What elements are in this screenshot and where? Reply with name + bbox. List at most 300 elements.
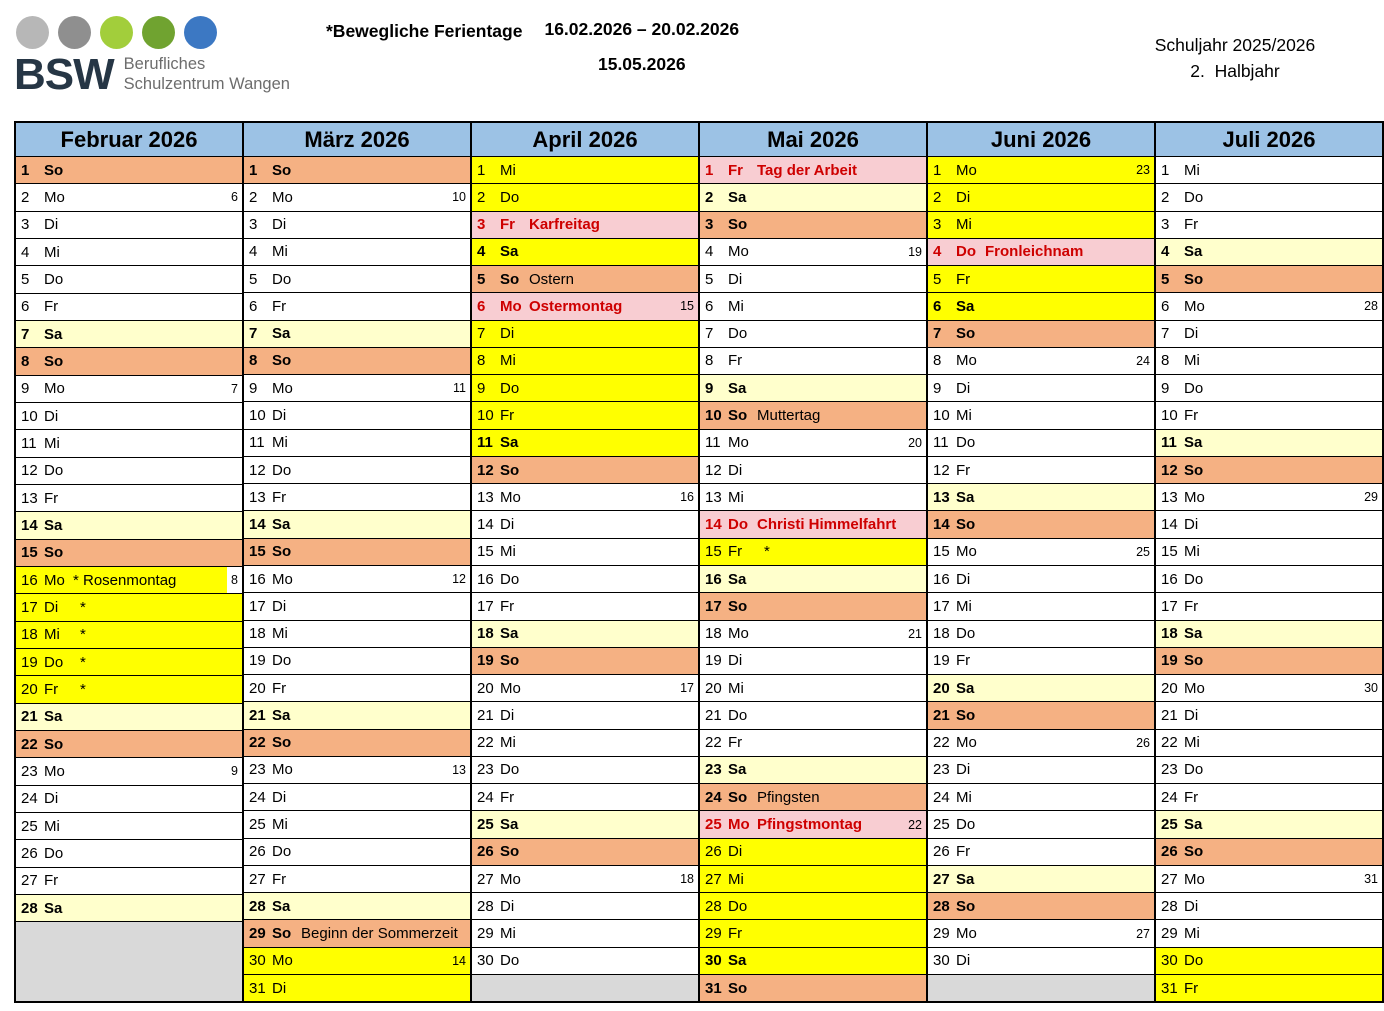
weekday-abbr: Mo — [728, 816, 750, 833]
day-row — [1156, 811, 1382, 838]
day-number: 26 — [477, 843, 494, 861]
day-row — [1156, 375, 1382, 402]
day-number: 4 — [705, 243, 714, 261]
movable-holidays-title — [326, 21, 739, 73]
weekday-abbr: Do — [728, 897, 748, 915]
weekday-abbr: Mo — [956, 734, 977, 752]
week-number: 15 — [680, 299, 694, 314]
day-note: * — [80, 653, 86, 671]
day-number: 29 — [933, 925, 950, 943]
day-row — [16, 649, 242, 676]
weekday-abbr: Fr — [728, 352, 743, 370]
day-note: Pfingsten — [757, 788, 820, 806]
day-row — [700, 457, 926, 484]
day-number: 24 — [249, 788, 266, 806]
weekday-abbr: So — [956, 706, 976, 724]
weekday-abbr: Di — [44, 216, 59, 234]
week-number: 22 — [908, 817, 922, 832]
day-note: Beginn der Sommerzeit — [301, 925, 458, 943]
day-row — [928, 784, 1154, 811]
day-number: 17 — [21, 598, 38, 616]
weekday-abbr: Mi — [500, 352, 516, 370]
day-row — [16, 594, 242, 621]
day-number: 16 — [705, 570, 722, 588]
day-row — [472, 212, 698, 239]
weekday-abbr: So — [272, 161, 292, 179]
day-number: 20 — [477, 679, 494, 697]
day-row — [928, 375, 1154, 402]
weekday-abbr: Mo — [272, 952, 293, 970]
day-row — [928, 457, 1154, 484]
weekday-abbr: Sa — [500, 816, 519, 833]
day-number: 12 — [705, 461, 722, 479]
day-row — [244, 675, 470, 702]
weekday-abbr: Mo — [500, 488, 521, 506]
day-number: 22 — [249, 734, 266, 752]
day-row — [1156, 948, 1382, 975]
day-row — [472, 948, 698, 975]
weekday-abbr: Di — [728, 843, 743, 861]
weekday-abbr: So — [272, 925, 292, 943]
day-row — [244, 621, 470, 648]
day-row — [1156, 730, 1382, 757]
weekday-abbr: So — [1184, 652, 1204, 670]
day-number: 23 — [1161, 761, 1178, 779]
week-number: 17 — [680, 681, 694, 696]
day-row — [472, 648, 698, 675]
day-row — [16, 348, 242, 375]
week-number: 23 — [1136, 163, 1150, 178]
week-number: 29 — [1364, 490, 1378, 505]
day-number: 12 — [249, 461, 266, 479]
day-number: 23 — [477, 761, 494, 779]
weekday-abbr: Do — [956, 243, 976, 261]
weekday-abbr: Mi — [44, 626, 60, 644]
weekday-abbr: Di — [956, 379, 971, 397]
weekday-abbr: Di — [728, 652, 743, 670]
week-number: 28 — [1364, 299, 1378, 314]
day-row — [928, 266, 1154, 293]
weekday-abbr: Mi — [956, 788, 972, 806]
week-number: 11 — [453, 381, 466, 396]
day-number: 15 — [933, 543, 950, 561]
day-number: 3 — [705, 216, 714, 234]
day-row — [928, 675, 1154, 702]
day-row — [16, 321, 242, 348]
day-number: 30 — [705, 952, 722, 970]
week-number: 7 — [231, 381, 238, 396]
weekday-abbr: Mi — [728, 870, 744, 888]
day-number: 13 — [249, 488, 266, 506]
day-number: 15 — [21, 544, 38, 562]
day-row — [472, 293, 698, 320]
day-number: 26 — [249, 843, 266, 861]
weekday-abbr: Mo — [956, 925, 977, 943]
day-note: * — [80, 598, 86, 616]
day-number: 7 — [477, 325, 486, 343]
day-row — [700, 321, 926, 348]
day-row — [928, 539, 1154, 566]
day-row — [700, 702, 926, 729]
weekday-abbr: Sa — [728, 379, 747, 397]
day-number: 25 — [1161, 816, 1178, 833]
weekday-abbr: Mo — [500, 679, 521, 697]
day-row — [700, 293, 926, 320]
week-number: 24 — [1136, 353, 1150, 368]
weekday-abbr: Mo — [728, 243, 749, 261]
day-row — [16, 212, 242, 239]
day-row — [244, 157, 470, 184]
day-row — [1156, 675, 1382, 702]
day-number: 3 — [933, 216, 942, 234]
day-row — [16, 403, 242, 430]
weekday-abbr: Di — [272, 788, 287, 806]
day-row — [472, 239, 698, 266]
weekday-abbr: Mi — [272, 625, 288, 643]
weekday-abbr: Mi — [956, 597, 972, 615]
day-row — [928, 566, 1154, 593]
weekday-abbr: So — [728, 979, 748, 997]
weekday-abbr: So — [956, 325, 976, 343]
weekday-abbr: So — [500, 652, 520, 670]
weekday-abbr: Do — [272, 461, 292, 479]
day-row — [16, 758, 242, 785]
weekday-abbr: Do — [1184, 188, 1204, 206]
day-row — [928, 239, 1154, 266]
page-header — [0, 0, 1384, 118]
day-row — [1156, 457, 1382, 484]
day-number: 12 — [477, 461, 494, 479]
day-number: 25 — [933, 816, 950, 833]
day-number: 5 — [933, 270, 942, 288]
day-row — [928, 621, 1154, 648]
day-row — [700, 212, 926, 239]
day-row — [928, 920, 1154, 947]
week-number: 31 — [1364, 872, 1378, 887]
day-row — [700, 621, 926, 648]
day-number: 12 — [933, 461, 950, 479]
day-row — [16, 266, 242, 293]
day-row — [472, 730, 698, 757]
day-row — [1156, 920, 1382, 947]
weekday-abbr: Do — [728, 325, 748, 343]
weekday-abbr: Sa — [728, 570, 747, 588]
day-row — [16, 458, 242, 485]
weekday-abbr: Mi — [272, 243, 288, 261]
day-row — [472, 811, 698, 838]
day-row — [700, 730, 926, 757]
weekday-abbr: Mi — [1184, 161, 1200, 179]
month-rows — [16, 157, 242, 1001]
weekday-abbr: Mo — [44, 188, 65, 206]
day-number: 7 — [1161, 325, 1170, 343]
weekday-abbr: Fr — [272, 297, 287, 315]
day-note: * — [80, 626, 86, 644]
weekday-abbr: Sa — [728, 952, 747, 970]
day-number: 27 — [249, 870, 266, 888]
day-number: 30 — [1161, 952, 1178, 970]
day-row — [244, 457, 470, 484]
day-row — [244, 975, 470, 1001]
day-number: 20 — [705, 679, 722, 697]
day-number: 14 — [705, 516, 722, 534]
weekday-abbr: Di — [272, 597, 287, 615]
week-number: 19 — [908, 244, 922, 259]
day-row — [1156, 975, 1382, 1001]
weekday-abbr: Do — [272, 843, 292, 861]
day-row — [928, 511, 1154, 538]
weekday-abbr: Di — [956, 570, 971, 588]
week-number: 20 — [908, 435, 922, 450]
weekday-abbr: Mo — [272, 188, 293, 206]
day-row — [700, 784, 926, 811]
weekday-abbr: Do — [44, 462, 64, 480]
day-number: 19 — [21, 653, 38, 671]
weekday-abbr: Fr — [1184, 979, 1199, 997]
day-number: 3 — [249, 216, 258, 234]
week-number: 10 — [452, 190, 466, 205]
day-row — [1156, 893, 1382, 920]
day-row — [1156, 566, 1382, 593]
day-row — [1156, 539, 1382, 566]
weekday-abbr: Mi — [272, 816, 288, 833]
weekday-abbr: Di — [272, 407, 287, 425]
week-number: 13 — [452, 762, 466, 777]
weekday-abbr: Do — [44, 653, 64, 671]
weekday-abbr: Di — [44, 598, 59, 616]
day-number: 16 — [1161, 570, 1178, 588]
weekday-abbr: Sa — [272, 325, 291, 343]
day-number: 11 — [21, 434, 37, 452]
day-row — [1156, 757, 1382, 784]
day-row — [244, 511, 470, 538]
weekday-abbr: Mi — [956, 216, 972, 234]
day-row — [472, 593, 698, 620]
day-row — [1156, 266, 1382, 293]
day-row — [1156, 402, 1382, 429]
day-row — [928, 757, 1154, 784]
weekday-abbr: Do — [728, 706, 748, 724]
day-number: 6 — [21, 298, 30, 316]
weekday-abbr: Di — [1184, 516, 1199, 534]
day-row — [472, 375, 698, 402]
day-number: 24 — [21, 790, 38, 808]
day-number: 6 — [249, 297, 258, 315]
weekday-abbr: Fr — [1184, 788, 1199, 806]
weekday-abbr: Sa — [956, 488, 975, 506]
day-number: 6 — [1161, 297, 1170, 315]
weekday-abbr: Mo — [500, 870, 521, 888]
day-row — [1156, 839, 1382, 866]
day-row — [244, 893, 470, 920]
weekday-abbr: So — [272, 352, 292, 370]
weekday-abbr: Di — [1184, 706, 1199, 724]
day-row — [244, 266, 470, 293]
weekday-abbr: Fr — [728, 734, 743, 752]
day-row — [244, 239, 470, 266]
day-number: 8 — [1161, 352, 1170, 370]
day-row — [244, 702, 470, 729]
weekday-abbr: Mo — [956, 161, 977, 179]
weekday-abbr: Fr — [500, 597, 515, 615]
day-row — [1156, 157, 1382, 184]
weekday-abbr: Mi — [1184, 925, 1200, 943]
day-row — [472, 457, 698, 484]
day-number: 19 — [705, 652, 722, 670]
day-row — [244, 566, 470, 593]
day-row — [700, 593, 926, 620]
day-number: 5 — [21, 270, 30, 288]
day-row — [700, 430, 926, 457]
day-number: 3 — [21, 216, 30, 234]
day-number: 2 — [1161, 188, 1170, 206]
weekday-abbr: Mi — [1184, 543, 1200, 561]
day-row — [700, 648, 926, 675]
weekday-abbr: Fr — [728, 925, 743, 943]
day-number: 4 — [477, 243, 486, 261]
day-number: 3 — [1161, 216, 1170, 234]
day-number: 24 — [933, 788, 950, 806]
weekday-abbr: Fr — [500, 407, 515, 425]
day-row — [1156, 293, 1382, 320]
day-row — [244, 321, 470, 348]
day-number: 7 — [21, 325, 30, 343]
week-number: 6 — [231, 190, 238, 205]
day-number: 2 — [21, 188, 30, 206]
day-row — [472, 866, 698, 893]
weekday-abbr: So — [272, 543, 292, 561]
day-number: 21 — [933, 706, 950, 724]
weekday-abbr: Sa — [44, 899, 63, 917]
day-row — [244, 648, 470, 675]
day-number: 7 — [705, 325, 714, 343]
day-number: 24 — [1161, 788, 1178, 806]
day-row — [244, 348, 470, 375]
day-number: 11 — [477, 434, 493, 452]
day-number: 19 — [933, 652, 950, 670]
movable-holidays-label: *Bewegliche Ferientage — [326, 21, 523, 41]
schoolyear-info — [1100, 32, 1370, 85]
day-row — [700, 402, 926, 429]
day-number: 5 — [1161, 270, 1170, 288]
day-number: 27 — [933, 870, 950, 888]
month-column-6 — [1156, 123, 1382, 1001]
day-row — [472, 839, 698, 866]
day-number: 25 — [477, 816, 494, 833]
day-number: 30 — [933, 952, 950, 970]
weekday-abbr: Fr — [44, 489, 59, 507]
day-number: 25 — [21, 817, 38, 835]
day-row — [928, 402, 1154, 429]
day-row — [244, 430, 470, 457]
day-row — [928, 321, 1154, 348]
day-row — [472, 784, 698, 811]
day-row — [928, 593, 1154, 620]
weekday-abbr: Do — [1184, 379, 1204, 397]
day-number: 1 — [21, 161, 30, 179]
day-number: 1 — [1161, 161, 1170, 179]
weekday-abbr: Mo — [44, 762, 65, 780]
day-number: 23 — [933, 761, 950, 779]
day-row — [16, 540, 242, 567]
day-number: 24 — [705, 788, 722, 806]
weekday-abbr: Di — [956, 761, 971, 779]
day-row — [1156, 593, 1382, 620]
day-row — [1156, 348, 1382, 375]
day-row — [16, 184, 242, 211]
day-number: 28 — [705, 897, 722, 915]
day-note: Karfreitag — [529, 216, 600, 234]
day-number: 11 — [933, 434, 949, 452]
day-number: 29 — [477, 925, 494, 943]
weekday-abbr: Mo — [272, 570, 293, 588]
weekday-abbr: Mi — [1184, 734, 1200, 752]
day-number: 22 — [21, 735, 38, 753]
day-note: Muttertag — [757, 407, 821, 425]
weekday-abbr: Di — [500, 706, 515, 724]
weekday-abbr: So — [500, 461, 520, 479]
day-number: 3 — [477, 216, 486, 234]
day-number: 23 — [705, 761, 722, 779]
day-number: 4 — [1161, 243, 1170, 261]
day-row — [700, 511, 926, 538]
month-header: März 2026 — [244, 123, 470, 157]
day-number: 9 — [477, 379, 486, 397]
halfyear-line: 2. Halbjahr — [1190, 61, 1280, 82]
day-number: 18 — [21, 626, 38, 644]
day-number: 13 — [933, 488, 950, 506]
day-number: 19 — [249, 652, 266, 670]
day-note: Tag der Arbeit — [757, 161, 858, 179]
day-number: 15 — [705, 543, 722, 561]
day-number: 8 — [933, 352, 942, 370]
weekday-abbr: So — [728, 788, 748, 806]
weekday-abbr: Sa — [44, 708, 63, 726]
day-number: 11 — [249, 434, 265, 452]
day-number: 19 — [477, 652, 494, 670]
weekday-abbr: Di — [44, 407, 59, 425]
weekday-abbr: Mi — [500, 734, 516, 752]
day-number: 31 — [705, 979, 722, 997]
logo-dots-icon — [16, 16, 290, 49]
weekday-abbr: Do — [956, 434, 976, 452]
day-row — [244, 484, 470, 511]
weekday-abbr: Fr — [272, 488, 287, 506]
day-number: 21 — [705, 706, 722, 724]
day-row — [16, 840, 242, 867]
day-number: 9 — [933, 379, 942, 397]
day-number: 22 — [705, 734, 722, 752]
day-row — [700, 566, 926, 593]
empty-cell — [472, 975, 698, 1001]
weekday-abbr: So — [500, 270, 520, 288]
day-number: 13 — [1161, 488, 1178, 506]
weekday-abbr: Sa — [272, 706, 291, 724]
day-row — [16, 239, 242, 266]
day-row — [244, 375, 470, 402]
day-row — [16, 813, 242, 840]
weekday-abbr: Fr — [956, 652, 971, 670]
week-number: 14 — [452, 953, 466, 968]
day-row — [472, 566, 698, 593]
day-number: 20 — [1161, 679, 1178, 697]
day-number: 4 — [933, 243, 942, 261]
weekday-abbr: So — [272, 734, 292, 752]
day-row — [472, 157, 698, 184]
weekday-abbr: Mo — [1184, 297, 1205, 315]
day-row — [16, 622, 242, 649]
day-number: 28 — [1161, 897, 1178, 915]
